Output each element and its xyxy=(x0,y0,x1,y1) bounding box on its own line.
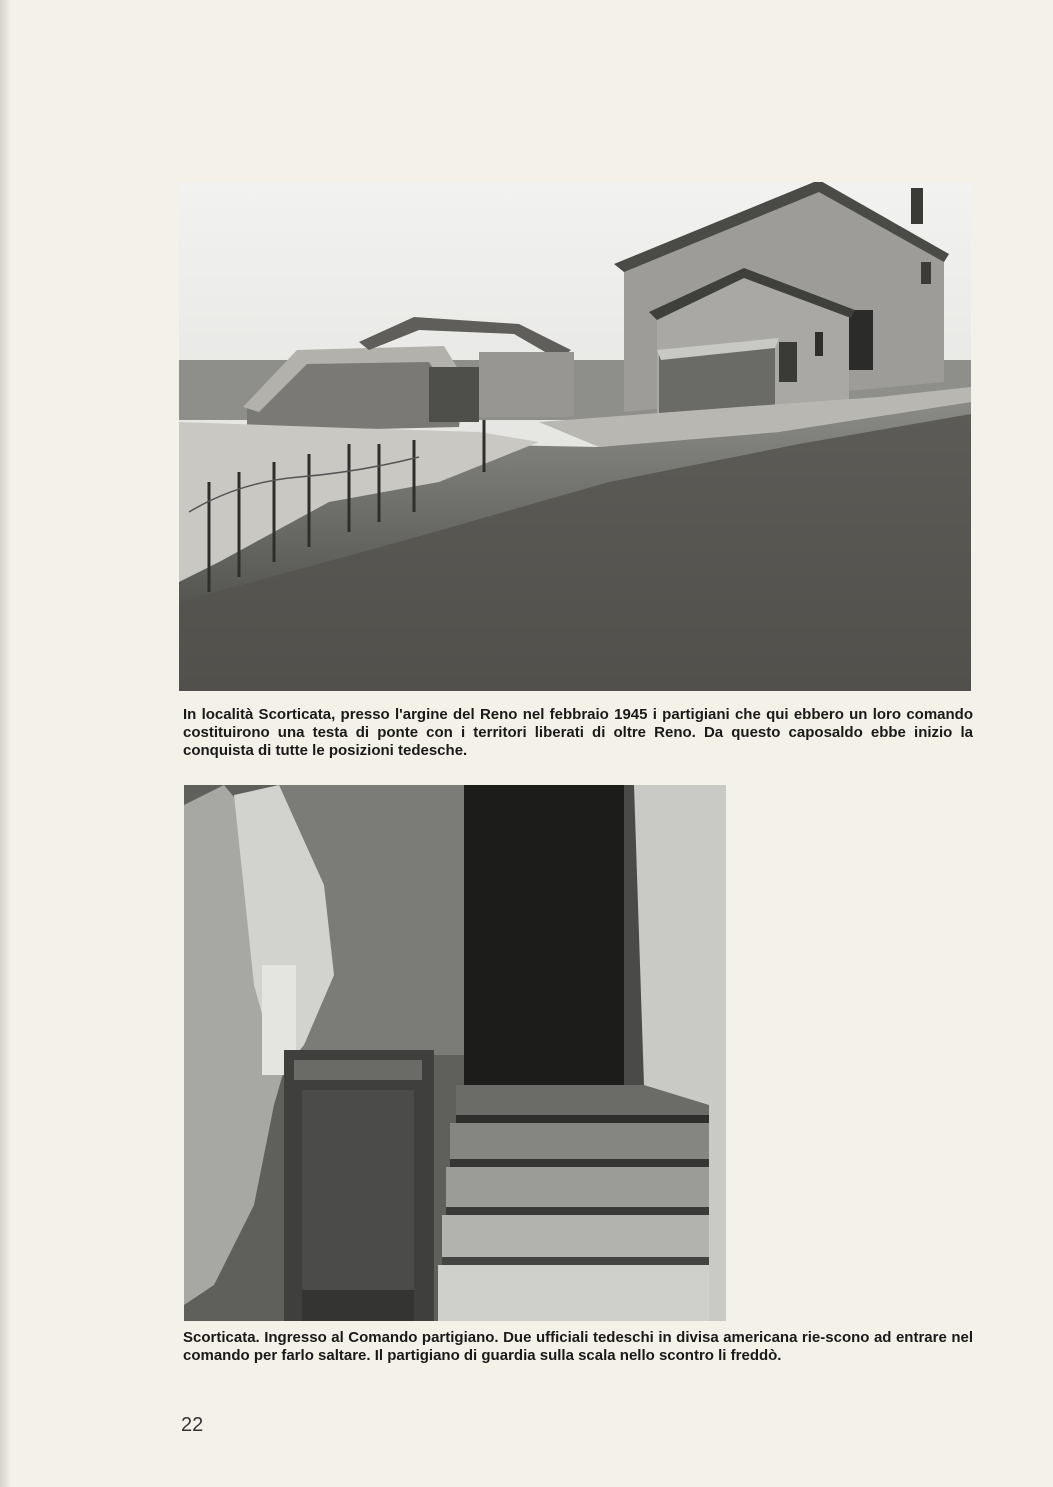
page-edge xyxy=(0,0,10,1487)
photo-caption: Scorticata. Ingresso al Comando partigiano. Due ufficiali tedeschi in divisa americana rie-scono ad entrare nel comando per farlo saltare. Il partigiano di guardia sulla scala nello scontro li freddò. xyxy=(183,1329,973,1364)
farmhouse-photo xyxy=(179,182,971,691)
photo-caption: In località Scorticata, presso l'argine del Reno nel febbraio 1945 i partigiani che qui ebbero un loro comando costituirono una testa di ponte con i territori liberati di oltre Reno. Da questo caposaldo ebbe inizio la conquista di tutte le posizioni tedesche. xyxy=(183,706,973,759)
page-number: 22 xyxy=(181,1414,204,1436)
staircase-photo xyxy=(184,785,726,1321)
